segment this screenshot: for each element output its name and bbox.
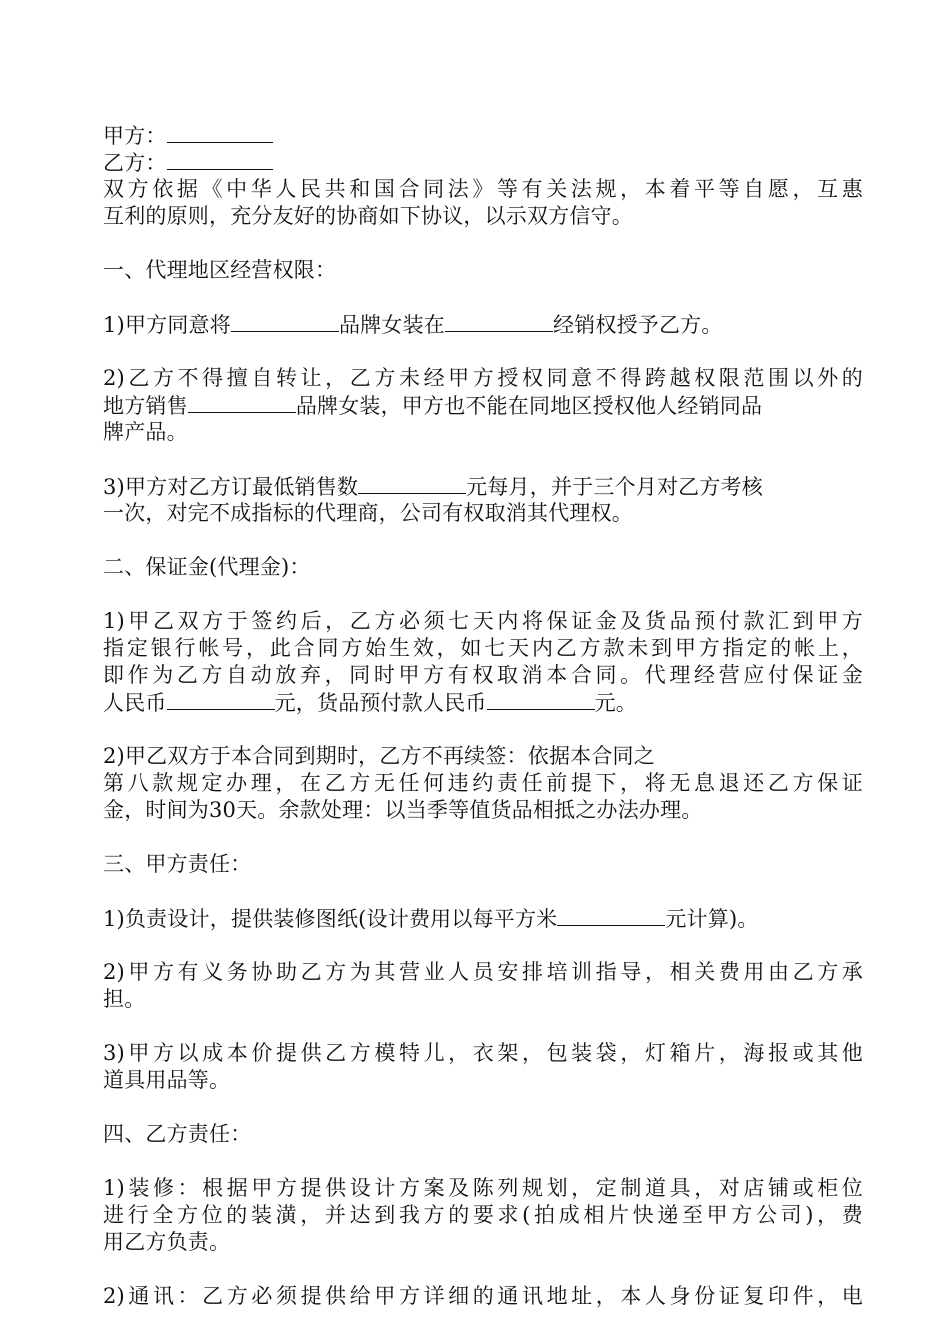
intro-line-1: 双方依据《中华人民共和国合同法》等有关法规，本着平等自愿，互惠	[103, 177, 863, 201]
section-1-item-3-line-1	[103, 473, 863, 500]
fill-blank	[487, 689, 595, 710]
section-2-item-2-line-1: 2)甲乙双方于本合同到期时，乙方不再续签：依据本合同之	[103, 744, 655, 768]
text: 品牌女装在	[338, 313, 445, 337]
text: 元每月，并于三个月对乙方考核	[466, 475, 763, 499]
section-2-item-1-line-2: 指定银行帐号，此合同方始生效，如七天内乙方款未到甲方指定的帐上，	[103, 636, 863, 660]
section-1-item-2-line-2	[103, 392, 863, 419]
fill-blank	[557, 905, 665, 926]
section-1-heading: 一、代理地区经营权限：	[103, 258, 337, 282]
text: 元，货品预付款人民币	[274, 691, 487, 715]
text: 3)甲方对乙方订最低销售数	[103, 475, 359, 499]
party-a-blank	[167, 122, 273, 143]
text: 1)甲方同意将	[103, 313, 231, 337]
text: 品牌女装，甲方也不能在同地区授权他人经销同品	[295, 394, 763, 418]
section-2-item-1-line-4	[103, 689, 863, 716]
text: 元。	[594, 691, 638, 715]
section-1-item-2-line-1: 2)乙方不得擅自转让，乙方未经甲方授权同意不得跨越权限范围以外的	[103, 366, 863, 390]
party-b-label: 乙方：	[103, 151, 167, 175]
section-4-item-1-line-3: 用乙方负责。	[103, 1230, 231, 1254]
section-4-item-1-line-1: 1)装修：根据甲方提供设计方案及陈列规划，定制道具，对店铺或柜位	[103, 1176, 863, 1200]
fill-blank	[167, 689, 275, 710]
section-4-item-2-line-1: 2)通讯：乙方必须提供给甲方详细的通讯地址，本人身份证复印件，电	[103, 1284, 863, 1308]
fill-blank	[358, 473, 466, 494]
section-3-heading: 三、甲方责任：	[103, 852, 252, 876]
section-2-heading: 二、保证金(代理金)：	[103, 555, 311, 579]
intro-line-2: 互利的原则，充分友好的协商如下协议，以示双方信守。	[103, 204, 633, 228]
section-3-item-3-line-2: 道具用品等。	[103, 1068, 231, 1092]
text: 地方销售	[103, 394, 188, 418]
text: 1)负责设计，提供装修图纸(设计费用以每平方米	[103, 907, 558, 931]
section-1-item-3-line-2: 一次，对完不成指标的代理商，公司有权取消其代理权。	[103, 501, 633, 525]
section-3-item-2-line-1: 2)甲方有义务协助乙方为其营业人员安排培训指导，相关费用由乙方承	[103, 960, 863, 984]
section-3-item-3-line-1: 3)甲方以成本价提供乙方模特儿，衣架，包装袋，灯箱片，海报或其他	[103, 1041, 863, 1065]
section-3-item-2-line-2: 担。	[103, 987, 146, 1011]
section-4-heading: 四、乙方责任：	[103, 1122, 252, 1146]
contract-document	[103, 122, 863, 1310]
fill-blank	[445, 311, 553, 332]
section-2-item-1-line-1: 1)甲乙双方于签约后，乙方必须七天内将保证金及货品预付款汇到甲方	[103, 609, 863, 633]
section-2-item-2-line-3: 金，时间为30天。余款处理：以当季等值货品相抵之办法办理。	[103, 798, 703, 822]
party-b-blank	[167, 149, 273, 170]
text: 元计算)。	[665, 907, 759, 931]
section-3-item-1	[103, 905, 863, 932]
section-2-item-2-line-2: 第八款规定办理，在乙方无任何违约责任前提下，将无息退还乙方保证	[103, 771, 863, 795]
party-a-line	[103, 122, 863, 149]
section-1-item-2-line-3: 牌产品。	[103, 420, 188, 444]
fill-blank	[231, 311, 339, 332]
party-a-label: 甲方：	[103, 124, 167, 148]
fill-blank	[188, 392, 296, 413]
section-4-item-1-line-2: 进行全方位的装潢，并达到我方的要求(拍成相片快递至甲方公司)，费	[103, 1203, 863, 1227]
text: 经销权授予乙方。	[552, 313, 723, 337]
party-b-line	[103, 149, 863, 176]
section-1-item-1	[103, 311, 863, 338]
section-2-item-1-line-3: 即作为乙方自动放弃，同时甲方有权取消本合同。代理经营应付保证金	[103, 663, 863, 687]
text: 人民币	[103, 691, 167, 715]
